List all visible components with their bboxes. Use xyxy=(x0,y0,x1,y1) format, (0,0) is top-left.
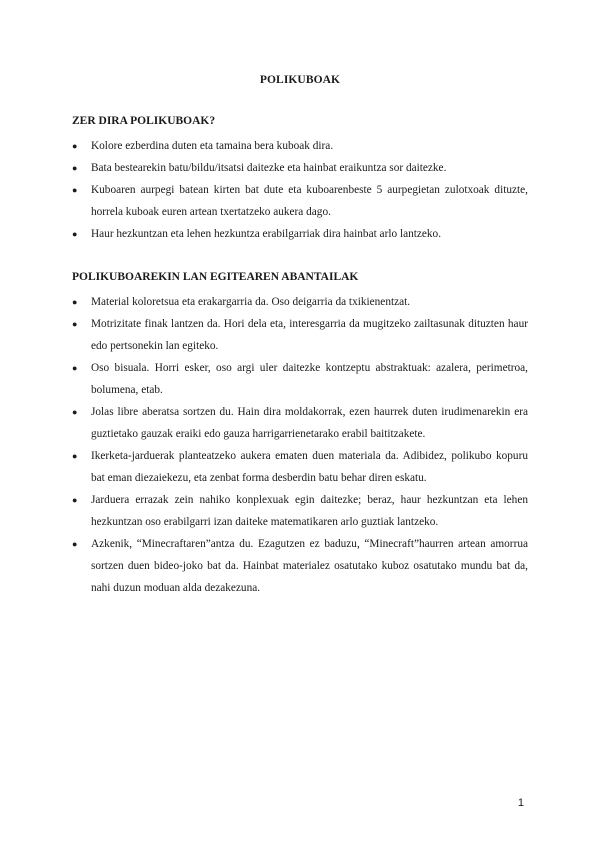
list-item xyxy=(72,357,528,401)
list-item-text: Bata bestearekin batu/bildu/itsatsi daitezke eta hainbat eraikuntza sor daitezke. xyxy=(91,162,447,174)
bullet-icon: ● xyxy=(72,141,78,151)
list-item xyxy=(72,135,528,157)
page-number: 1 xyxy=(517,797,524,809)
bullet-icon: ● xyxy=(72,319,78,329)
list-item xyxy=(72,533,528,599)
list-item xyxy=(72,401,528,445)
list-item-text: Motrizitate finak lantzen da. Hori dela eta, interesgarria da mugitzeko zailtasunak dituzten haur edo pertsonekin lan egiteko. xyxy=(91,318,528,352)
bullet-icon: ● xyxy=(72,363,78,373)
document-title: POLIKUBOAK xyxy=(259,74,341,86)
section-heading: ZER DIRA POLIKUBOAK? xyxy=(72,115,216,127)
list-item-text: Azkenik, “Minecraftaren”antza du. Ezagutzen ez baduzu, “Minecraft”haurren artean amorrua sortzen duen bideo-joko bat da. Hainbat materialez osatutako kuboz osatutako mundu bat da, nahi duzun moduan alda dezakezuna. xyxy=(91,538,528,594)
bullet-icon: ● xyxy=(72,229,78,239)
bullet-icon: ● xyxy=(72,407,78,417)
section-what-are-polycubes xyxy=(72,114,528,245)
list-item xyxy=(72,157,528,179)
bullet-icon: ● xyxy=(72,297,78,307)
list-item xyxy=(72,445,528,489)
list-item xyxy=(72,179,528,223)
section-heading: POLIKUBOAREKIN LAN EGITEAREN ABANTAILAK xyxy=(72,271,359,283)
bullet-list xyxy=(72,291,528,599)
list-item xyxy=(72,223,528,245)
list-item-text: Material koloretsua eta erakargarria da. Oso deigarria da txikienentzat. xyxy=(91,296,411,308)
list-item xyxy=(72,489,528,533)
section-advantages xyxy=(72,270,528,599)
list-item xyxy=(72,291,528,313)
bullet-icon: ● xyxy=(72,163,78,173)
bullet-icon: ● xyxy=(72,539,78,549)
bullet-list xyxy=(72,135,528,245)
list-item xyxy=(72,313,528,357)
list-item-text: Ikerketa-jarduerak planteatzeko aukera ematen duen materiala da. Adibidez, polikubo kopuru bat eman diezaiekezu, eta zenbat forma desberdin batu behar diren eskatu. xyxy=(91,450,528,484)
bullet-icon: ● xyxy=(72,185,78,195)
list-item-text: Oso bisuala. Horri esker, oso argi uler daitezke kontzeptu abstraktuak: azalera, perimetroa, bolumena, etab. xyxy=(91,362,528,396)
bullet-icon: ● xyxy=(72,451,78,461)
list-item-text: Kuboaren aurpegi batean kirten bat dute eta kuboarenbeste 5 aurpegietan zulotxoak dituzte, horrela kuboak euren artean txertatzeko aukera dago. xyxy=(91,184,528,218)
list-item-text: Kolore ezberdina duten eta tamaina bera kuboak dira. xyxy=(91,140,334,152)
list-item-text: Jarduera errazak zein nahiko konplexuak egin daitezke; beraz, haur hezkuntzan eta lehen hezkuntzan oso erabilgarri izan daiteke matematikaren arlo guztiak lantzeko. xyxy=(91,494,528,528)
list-item-text: Jolas libre aberatsa sortzen du. Hain dira moldakorrak, ezen haurrek duten irudimenarekin era guztietako gauzak eraiki edo gauza harrigarrienetarako erabil baititzakete. xyxy=(91,406,528,440)
bullet-icon: ● xyxy=(72,495,78,505)
list-item-text: Haur hezkuntzan eta lehen hezkuntza erabilgarriak dira hainbat arlo lantzeko. xyxy=(91,228,442,240)
